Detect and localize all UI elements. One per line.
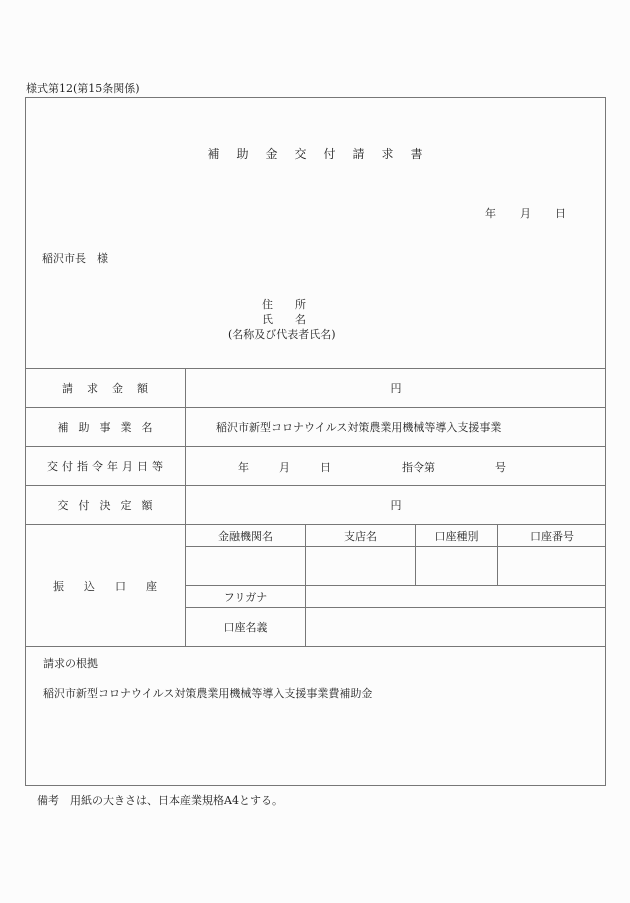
account-holder-field[interactable] xyxy=(306,608,606,646)
name-note: (名称及び代表者氏名) xyxy=(228,328,336,341)
account-holder-label: 口座名義 xyxy=(223,621,268,634)
grant-order-date-label: 交付指令年月日等 xyxy=(47,460,167,473)
order-number-suffix[interactable]: 号 xyxy=(495,461,506,474)
request-amount-field[interactable]: 円 xyxy=(390,382,402,395)
account-type-header: 口座種別 xyxy=(434,529,479,543)
grant-order-month[interactable]: 月 xyxy=(279,461,290,474)
account-number-header: 口座番号 xyxy=(530,529,574,543)
account-type-field[interactable] xyxy=(416,547,497,585)
date-month: 月 xyxy=(520,207,531,220)
project-name-label: 補助事業名 xyxy=(57,421,163,434)
project-name-value: 稲沢市新型コロナウイルス対策農業用機械等導入支援事業 xyxy=(216,421,502,434)
request-amount-label: 請求金額 xyxy=(62,382,162,395)
furigana-label: フリガナ xyxy=(223,590,268,604)
name-label: 氏 名 xyxy=(262,313,306,326)
decided-amount-field[interactable]: 円 xyxy=(390,499,402,512)
grant-order-year[interactable]: 年 xyxy=(238,461,249,474)
divider xyxy=(25,646,606,647)
document-title: 補助金交付請求書 xyxy=(207,147,440,161)
account-number-field[interactable] xyxy=(498,547,606,585)
addressee: 稲沢市長 様 xyxy=(42,252,108,265)
bank-name-header: 金融機関名 xyxy=(218,529,273,543)
date-field[interactable] xyxy=(485,205,566,221)
remark: 備考 用紙の大きさは、日本産業規格A4とする。 xyxy=(37,794,283,807)
branch-name-field[interactable] xyxy=(306,547,415,585)
decided-amount-label: 交付決定額 xyxy=(57,499,163,512)
form-number: 様式第12(第15条関係) xyxy=(26,82,140,95)
furigana-field[interactable] xyxy=(306,586,606,607)
bank-name-field[interactable] xyxy=(186,547,305,585)
address-label: 住 所 xyxy=(262,298,306,311)
branch-name-header: 支店名 xyxy=(344,529,377,543)
date-year: 年 xyxy=(485,207,496,220)
date-day: 日 xyxy=(555,207,566,220)
bank-account-label: 振込口座 xyxy=(53,579,177,593)
order-number-prefix: 指令第 xyxy=(402,461,435,474)
grant-order-day[interactable]: 日 xyxy=(320,461,331,474)
basis-label: 請求の根拠 xyxy=(43,657,98,670)
basis-text: 稲沢市新型コロナウイルス対策農業用機械等導入支援事業費補助金 xyxy=(43,687,373,700)
